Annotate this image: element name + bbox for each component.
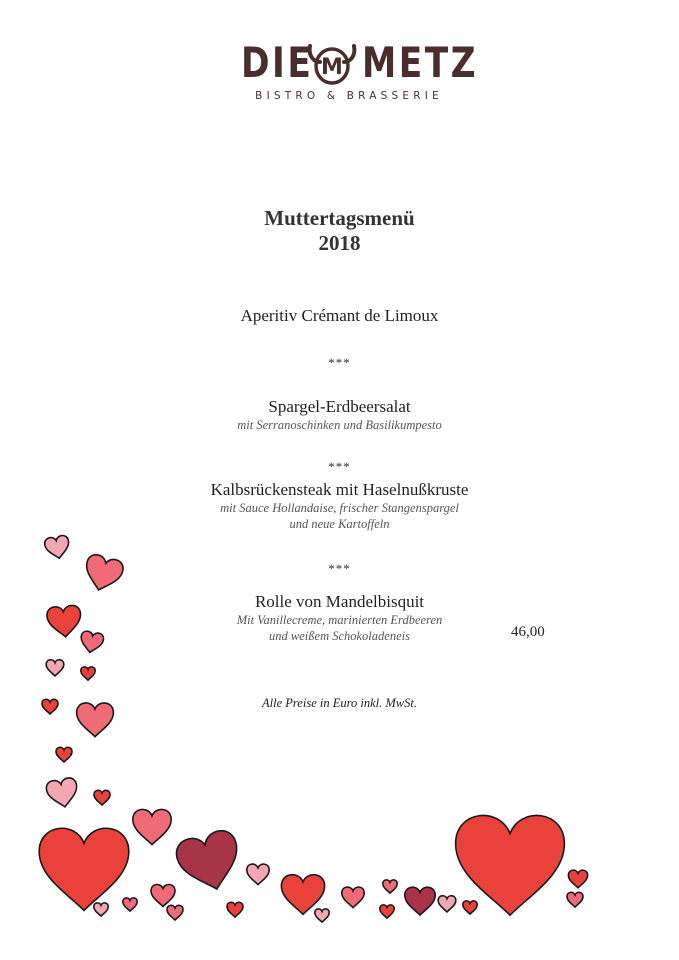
heart-icon xyxy=(380,905,394,918)
heart-icon xyxy=(45,777,80,810)
brand-logo xyxy=(0,38,679,108)
heart-icon xyxy=(463,901,477,914)
course-2-description-line-2: und neue Kartoffeln xyxy=(289,517,390,531)
heart-icon xyxy=(456,815,565,915)
heart-icon xyxy=(227,902,243,917)
separator: *** xyxy=(328,459,351,474)
bull-head-logo-icon xyxy=(306,40,358,86)
course-3-name: Rolle von Mandelbisquit xyxy=(254,592,425,611)
heart-icon xyxy=(79,630,105,654)
brand-tagline: BISTRO & BRASSERIE xyxy=(255,90,443,102)
heart-icon xyxy=(44,535,71,561)
menu-title: Muttertagsmenü xyxy=(264,206,415,230)
heart-icon xyxy=(46,660,64,676)
hearts-decoration xyxy=(0,520,679,960)
heart-icon xyxy=(438,896,456,912)
course-1-description: mit Serranoschinken und Basilikumpesto xyxy=(237,418,442,432)
heart-icon xyxy=(77,703,114,737)
heart-icon xyxy=(151,885,175,907)
heart-icon xyxy=(94,790,110,805)
heart-icon xyxy=(81,667,95,680)
brand-name-right: METZ xyxy=(362,38,479,87)
heart-icon xyxy=(173,827,246,897)
heart-icon xyxy=(383,880,397,893)
course-2-name: Kalbsrückensteak mit Haselnußkruste xyxy=(210,480,469,499)
heart-icon xyxy=(405,887,435,915)
course-3-description-line-1: Mit Vanillecreme, marinierten Erdbeeren xyxy=(236,613,443,627)
heart-icon xyxy=(567,892,583,907)
heart-icon xyxy=(167,905,183,920)
heart-icon xyxy=(247,864,269,885)
heart-icon xyxy=(42,699,58,714)
price-note: Alle Preise in Euro inkl. MwSt. xyxy=(262,696,417,710)
logo-mark-letter: M xyxy=(321,55,343,80)
heart-icon xyxy=(94,903,108,916)
heart-icon xyxy=(315,909,329,922)
menu-year: 2018 xyxy=(318,231,361,255)
heart-icon xyxy=(81,553,125,595)
heart-icon xyxy=(39,828,129,910)
heart-icon xyxy=(123,898,137,911)
aperitif-item: Aperitiv Crémant de Limoux xyxy=(240,306,439,325)
course-1-name: Spargel-Erdbeersalat xyxy=(268,397,411,416)
heart-icon xyxy=(342,887,364,908)
course-3-description-line-2: und weißem Schokoladeneis xyxy=(269,629,410,643)
separator: *** xyxy=(328,355,351,370)
heart-icon xyxy=(46,605,82,639)
brand-name-left: DIE xyxy=(241,38,314,87)
course-2-description-line-1: mit Sauce Hollandaise, frischer Stangenspargel xyxy=(220,501,459,515)
heart-icon xyxy=(133,809,171,844)
heart-icon xyxy=(568,870,587,888)
separator: *** xyxy=(328,561,351,576)
heart-icon xyxy=(56,747,72,762)
menu-price: 46,00 xyxy=(511,624,545,640)
